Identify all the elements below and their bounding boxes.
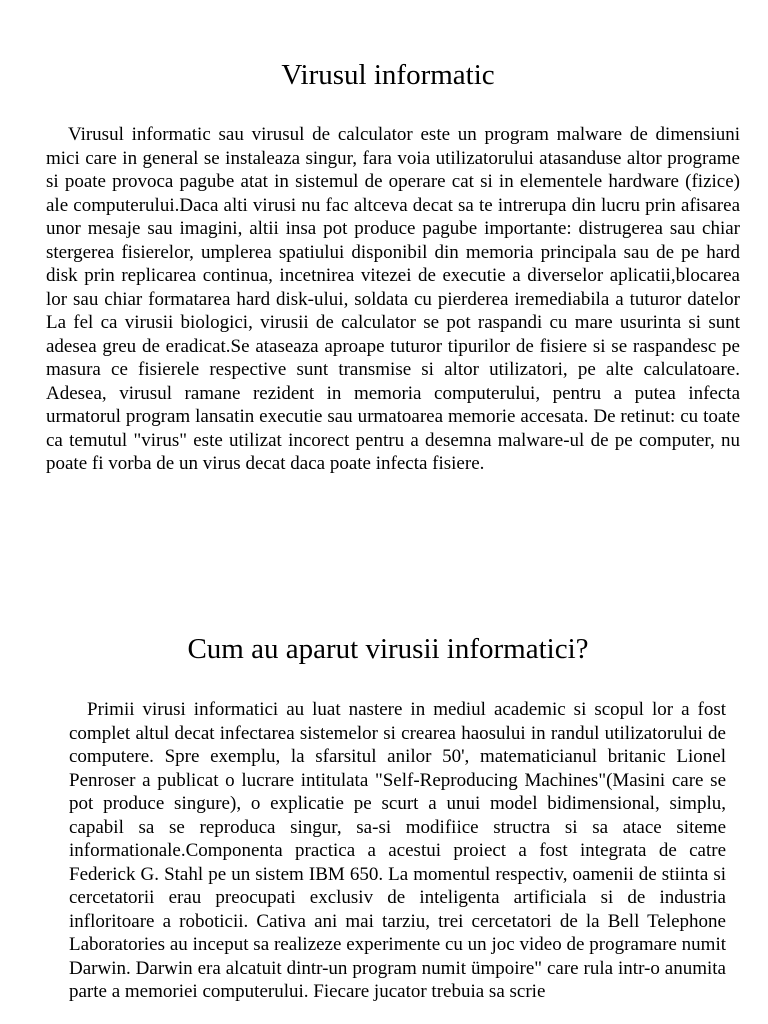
section-body-cum-au-aparut: Primii virusi informatici au luat nastere in mediul academic si scopul lor a fost complet altul decat infectarea sistemelor si crearea haosului in randul utilizatorului de computere. Spre exemplu, la sfarsitul anilor 50', matematicianul britanic Lionel Penroser a publicat o lucrare intitulata "Self-Reproducing Machines"(Masini care se pot produce singure), o explicatie pe scurt a unui model bidimensional, simplu, capabil sa se reproduca singur, sa-si modifiice structra si sa atace siteme informationale.Componenta practica a acestui proiect a fost integrata de catre Federick G. Stahl pe un sistem IBM 650. La momentul respectiv, oamenii de stiinta si cercetatorii erau preocupati exclusiv de inteligenta artificiala si de industria infloritoare a roboticii. Cativa ani mai tarziu, trei cercetatori de la Bell Telephone Laboratories au inceput sa realizeze experimente cu un joc video de programare numit Darwin. Darwin era alcatuit dintr-un program numit ümpoire" care rula intr-o anumita parte a memoriei computerului. Fiecare jucator trebuia sa scrie (69, 699, 726, 1002)
section-body-virusul-informatic: Virusul informatic sau virusul de calculator este un program malware de dimensiuni mici care in general se instaleaza singur, fara voia utilizatorului atasanduse altor programe si poate provoca pagube atat in sistemul de operare cat si in elementele hardware (fizice) ale computerului.Daca alti virusi nu fac altceva decat sa te intrerupa din lucru prin afisarea unor mesaje sau imagini, altii insa pot produce pagube importante: distrugerea sau chiar stergerea fisierelor, umplerea spatiului disponibil din memoria principala sau de pe hard disk prin replicarea continua, incetnirea vitezei de executie a diverselor aplicatii,blocarea lor sau chiar formatarea hard disk-ului, soldata cu pierderea iremediabila a tuturor datelor La fel ca virusii biologici, virusii de calculator se pot raspandi cu mare usurinta si sunt adesea greu de eradicat.Se ataseaza aproape tuturor tipurilor de fisiere si se raspandesc pe masura ce fisierele respective sunt transmise si altor utilizatori, pe alte calculatoare. Adesea, virusul ramane rezident in memoria computerului, pentru a putea infecta urmatorul program lansatin executie sau urmatoarea memorie accesata. De retinut: cu toate ca temutul "virus" este utilizat incorect pentru a desemna malware-ul de pe computer, nu poate fi vorba de un virus decat daca poate infecta fisiere. (46, 124, 740, 474)
section-title-virusul-informatic: Virusul informatic (281, 59, 495, 91)
section-title-cum-au-aparut: Cum au aparut virusii informatici? (187, 633, 589, 665)
